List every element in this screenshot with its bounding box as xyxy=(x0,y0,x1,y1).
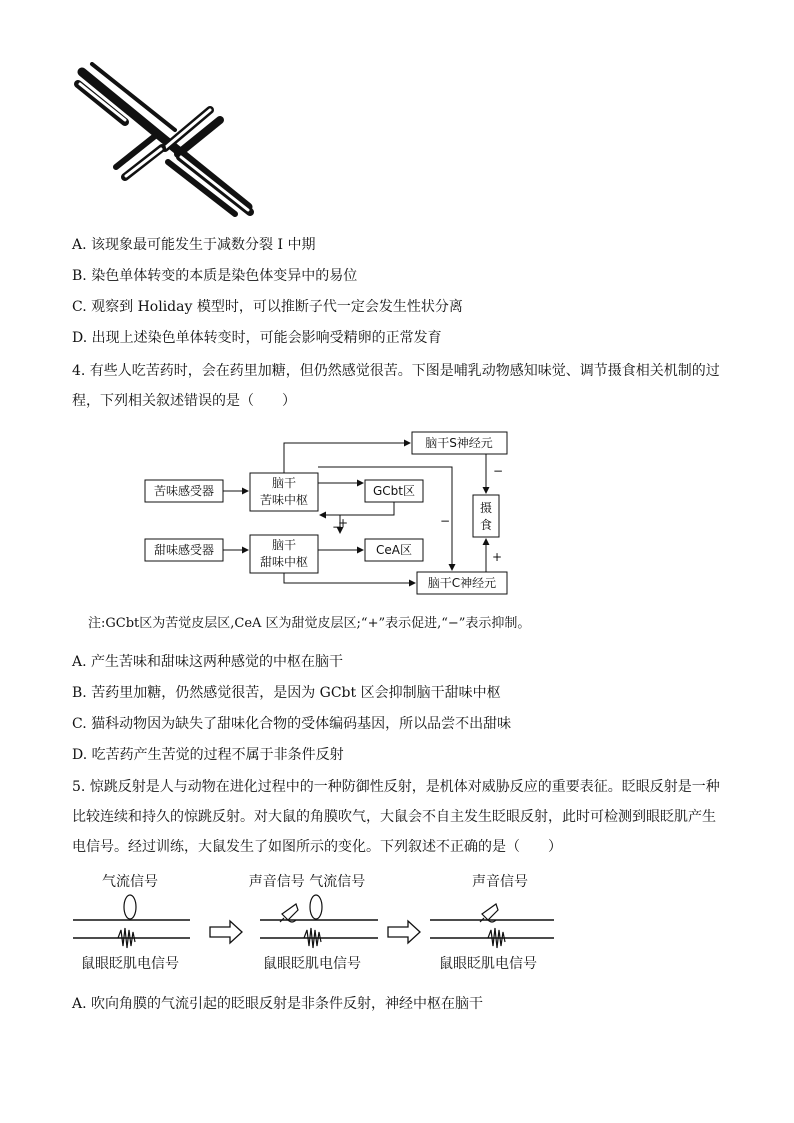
panel2-signals-label: 声音信号 气流信号 xyxy=(248,874,366,890)
plus-sign-2: + xyxy=(492,550,503,564)
q4-stem-line2: 程，下列相关叙述错误的是（ ） xyxy=(72,393,296,409)
intake-label-2: 食 xyxy=(479,518,493,532)
minus-sign-1: − xyxy=(332,520,343,534)
q5-option-a: A. 吹向角膜的气流引起的眨眼反射是非条件反射，神经中枢在脑干 xyxy=(72,996,484,1012)
sweet-center-line2: 甜味中枢 xyxy=(259,555,309,569)
panel3-emg-label: 鼠眼眨肌电信号 xyxy=(439,956,537,972)
q5-stem-line3: 电信号。经过训练，大鼠发生了如图所示的变化。下列叙述不正确的是（ ） xyxy=(72,839,562,855)
panel3-sound-label: 声音信号 xyxy=(472,874,528,890)
bitter-center-line1: 脑干 xyxy=(271,476,297,490)
panel1-emg-label: 鼠眼眨肌电信号 xyxy=(81,956,179,972)
q5-stem-line2: 比较连续和持久的惊跳反射。对大鼠的角膜吹气，大鼠会不自主发生眨眼反射，此时可检测到眼眨肌产生 xyxy=(72,809,716,825)
cea-label: CeA区 xyxy=(376,543,412,557)
minus-sign-3: − xyxy=(493,464,504,478)
q4-option-d: D. 吃苦药产生苦觉的过程不属于非条件反射 xyxy=(72,747,344,763)
taste-mechanism-diagram xyxy=(140,425,520,600)
q3-option-c: C. 观察到 Holiday 模型时，可以推断子代一定会发生性状分离 xyxy=(72,299,463,315)
q4-option-c: C. 猫科动物因为缺失了甜味化合物的受体编码基因，所以品尝不出甜味 xyxy=(72,716,512,732)
gcbt-label: GCbt区 xyxy=(372,484,416,498)
panel2-emg-label: 鼠眼眨肌电信号 xyxy=(263,956,361,972)
minus-sign-2: − xyxy=(440,514,451,528)
q4-note: 注:GCbt区为苦觉皮层区,CeA 区为甜觉皮层区;“+”表示促进,“−”表示抑制。 xyxy=(88,616,531,631)
c-neuron-label: 脑干C神经元 xyxy=(427,576,497,590)
plus-sign-1: + xyxy=(338,516,349,530)
chromosome-crossover-figure xyxy=(70,62,265,217)
s-neuron-label: 脑干S神经元 xyxy=(425,436,493,450)
panel1-air-label: 气流信号 xyxy=(102,874,158,890)
bitter-center-line2: 苦味中枢 xyxy=(259,493,309,507)
q4-option-b: B. 苦药里加糖，仍然感觉很苦，是因为 GCbt 区会抑制脑干甜味中枢 xyxy=(72,685,501,701)
q5-stem-line1: 5. 惊跳反射是人与动物在进化过程中的一种防御性反射，是机体对威胁反应的重要表征。眨眼反射是一种 xyxy=(72,779,720,795)
blink-reflex-figure xyxy=(70,870,560,980)
bitter-receptor-label: 苦味感受器 xyxy=(153,484,215,498)
q4-stem-line1: 4. 有些人吃苦药时，会在药里加糖，但仍然感觉很苦。下图是哺乳动物感知味觉、调节摄食相关机制的过 xyxy=(72,363,720,379)
sweet-center-line1: 脑干 xyxy=(271,538,297,552)
q3-option-b: B. 染色单体转变的本质是染色体变异中的易位 xyxy=(72,268,358,284)
q4-option-a: A. 产生苦味和甜味这两种感觉的中枢在脑干 xyxy=(72,654,344,670)
q3-option-d: D. 出现上述染色单体转变时，可能会影响受精卵的正常发育 xyxy=(72,330,442,346)
sweet-receptor-label: 甜味感受器 xyxy=(153,543,215,557)
intake-label-1: 摄 xyxy=(479,501,493,515)
q3-option-a: A. 该现象最可能发生于减数分裂 I 中期 xyxy=(72,237,316,253)
